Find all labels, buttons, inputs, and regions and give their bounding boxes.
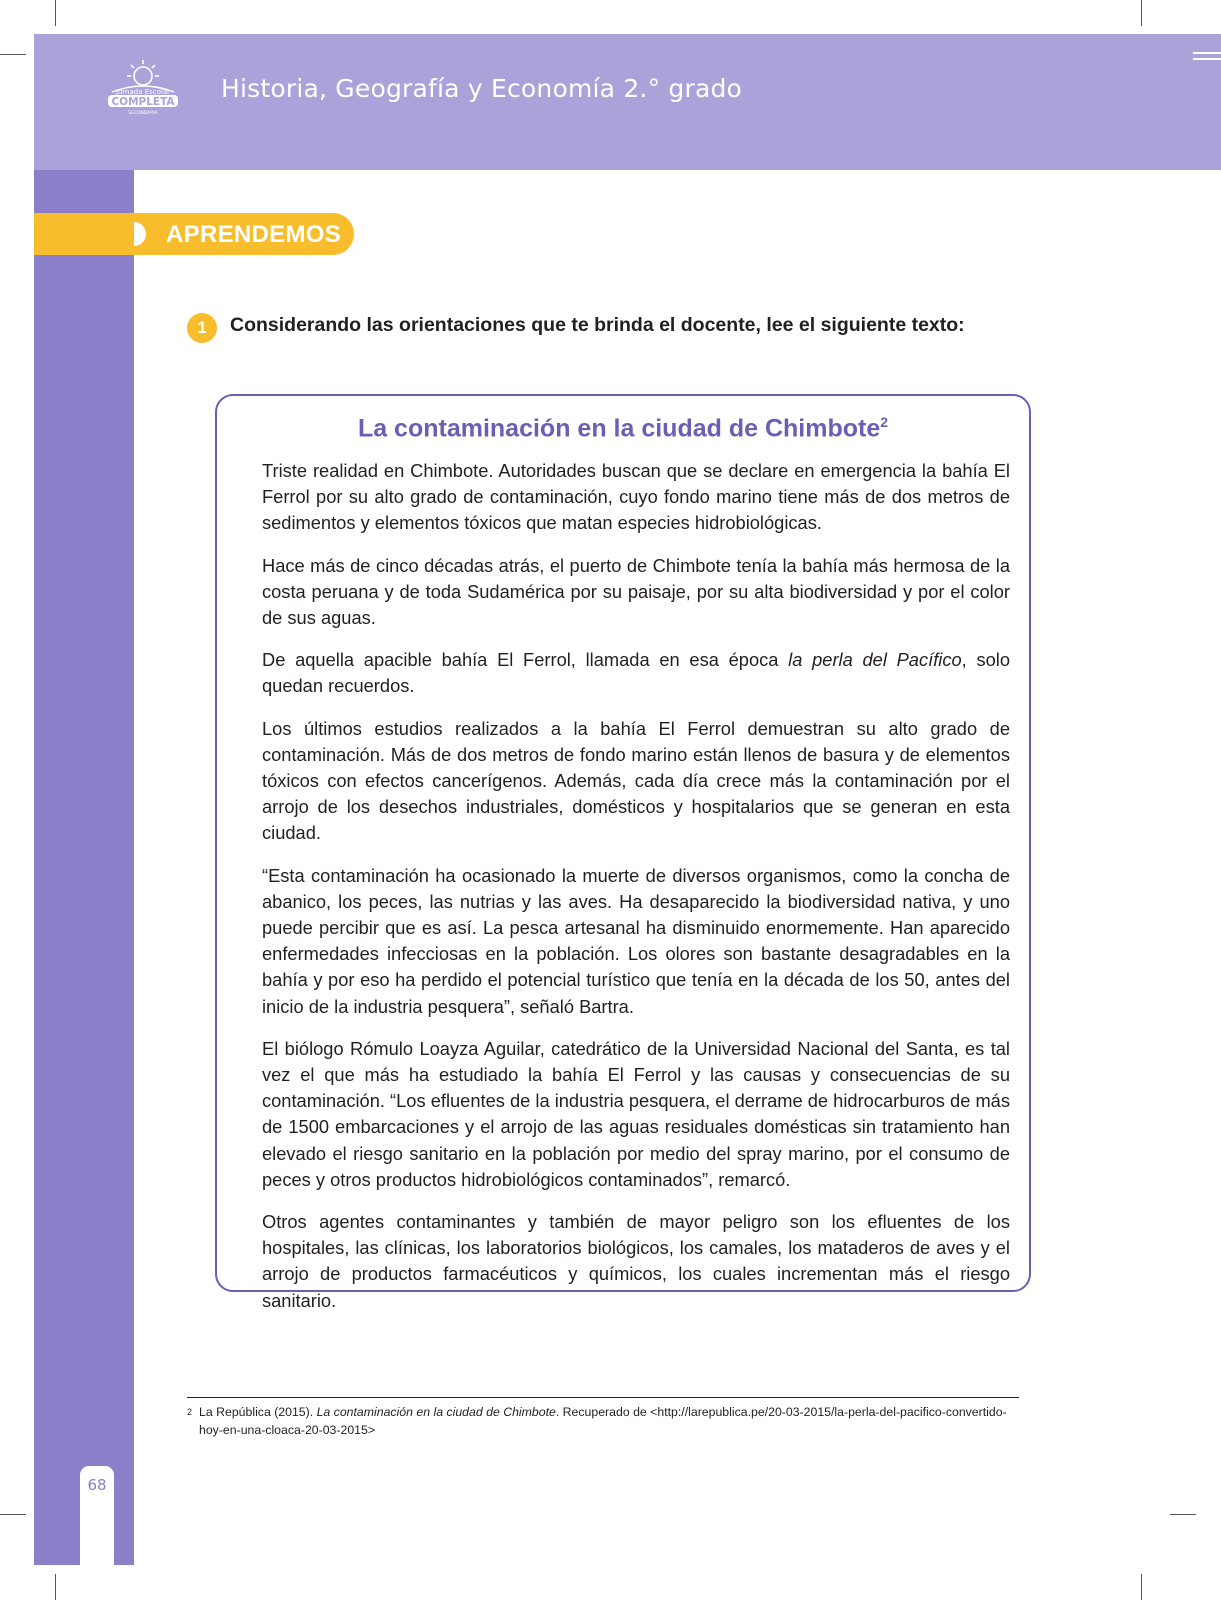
paragraph: Otros agentes contaminantes y también de mayor peligro son los efluentes de los hospitales, las clínicas, los laboratorios biológicos, los camales, los mataderos de aves y el arrojo de productos farmacéuticos y químicos, los cuales incrementan más el riesgo sanitario. bbox=[262, 1211, 1010, 1311]
course-title: Historia, Geografía y Economía 2.° grado bbox=[221, 74, 743, 103]
svg-text:SECUNDARIA: SECUNDARIA bbox=[128, 111, 158, 116]
reading-title bbox=[217, 414, 1029, 443]
svg-text:Jornada Escolar: Jornada Escolar bbox=[115, 88, 171, 96]
crop-mark bbox=[1141, 1574, 1142, 1600]
paragraph-text: De aquella apacible bahía El Ferrol, llamada en esa época bbox=[262, 649, 789, 671]
reading-box bbox=[215, 394, 1031, 1311]
footnote bbox=[187, 1403, 1025, 1439]
half-circle-icon bbox=[134, 222, 146, 246]
instruction-text: Considerando las orientaciones que te brinda el docente, lee el siguiente texto: bbox=[230, 314, 965, 336]
footnote-mark: 2 bbox=[187, 1407, 193, 1417]
footnote-title: La contaminación en la ciudad de Chimbote bbox=[316, 1405, 556, 1419]
paragraph-text: , solo quedan recuerdos. bbox=[262, 649, 1010, 697]
paragraph: Triste realidad en Chimbote. Autoridades buscan que se declare en emergencia la bahía El Ferrol por su alto grado de contaminación, cuyo fondo marino tiene más de dos metros de sedimentos y elementos tóxicos que matan especies hidrobiológicas. bbox=[262, 460, 1010, 534]
svg-text:COMPLETA: COMPLETA bbox=[111, 96, 175, 108]
footnote-reference: 2 bbox=[880, 414, 889, 430]
paragraph: El biólogo Rómulo Loayza Aguilar, catedrático de la Universidad Nacional del Santa, es tal vez el que más ha estudiado la bahía El Ferrol y las causas y consecuencias de su contaminación. “Los efluentes de la industria pesquera, el derrame de hidrocarburos de más de 1500 embarcaciones y el arrojo de las aguas residuales domésticas sin tratamiento han elevado el riesgo sanitario en la población por medio del spray marino, por el consumo de peces y otros productos hidrobiológicos contaminados”, remarcó. bbox=[262, 1037, 1010, 1190]
footnote-rule bbox=[187, 1397, 1019, 1398]
section-label: APRENDEMOS bbox=[166, 221, 342, 248]
footnote-source: La República (2015). bbox=[199, 1405, 317, 1419]
footnote-text bbox=[199, 1403, 1023, 1439]
reading-body bbox=[262, 458, 1010, 1330]
crop-mark bbox=[0, 1514, 26, 1515]
crop-mark bbox=[55, 1574, 56, 1600]
left-sidebar bbox=[34, 170, 134, 1565]
crop-mark bbox=[1170, 1514, 1196, 1515]
paragraph: Los últimos estudios realizados a la bahía El Ferrol demuestran su alto grado de contaminación. Más de dos metros de fondo marino están llenos de basura y de elementos tóxicos con efectos cancerígenos. Además, cada día crece más la contaminación por el arrojo de los desechos industriales, domésticos y hospitalarios que se generan en esta ciudad. bbox=[262, 717, 1010, 844]
paragraph bbox=[262, 647, 1010, 699]
jornada-escolar-completa-logo bbox=[104, 58, 182, 116]
paragraph: Hace más de cinco décadas atrás, el puerto de Chimbote tenía la bahía más hermosa de la costa peruana y de toda Sudamérica por su paisaje, por su alta biodiversidad y por el color de sus aguas. bbox=[262, 554, 1010, 629]
reading-title-text: La contaminación en la ciudad de Chimbote bbox=[357, 414, 881, 443]
header-decoration bbox=[1193, 52, 1221, 64]
crop-mark bbox=[55, 0, 56, 26]
crop-mark bbox=[0, 54, 26, 55]
paragraph-italic: la perla del Pacífico bbox=[788, 649, 962, 671]
crop-mark bbox=[1141, 0, 1142, 26]
section-banner bbox=[34, 213, 354, 255]
step-number-badge: 1 bbox=[187, 313, 217, 343]
paragraph: “Esta contaminación ha ocasionado la muerte de diversos organismos, como la concha de abanico, los peces, las nutrias y las aves. Ha desaparecido la biodiversidad nativa, y uno puede percibir que es así. La pesca artesanal ha disminuido enormemente. Han aparecido enfermedades infecciosas en la población. Los olores son bastante desagradables en la bahía y por eso ha perdido el potencial turístico que tenía en la década de los 50, antes del inicio de la industria pesquera”, señaló Bartra. bbox=[262, 864, 1010, 1017]
page-number: 68 bbox=[87, 1476, 107, 1494]
footnote-url: . Recuperado de <http://larepublica.pe/20-03-2015/la-perla-del-pacifico-convertido-hoy-en-una-cloaca-20-03-2015> bbox=[199, 1405, 1007, 1437]
